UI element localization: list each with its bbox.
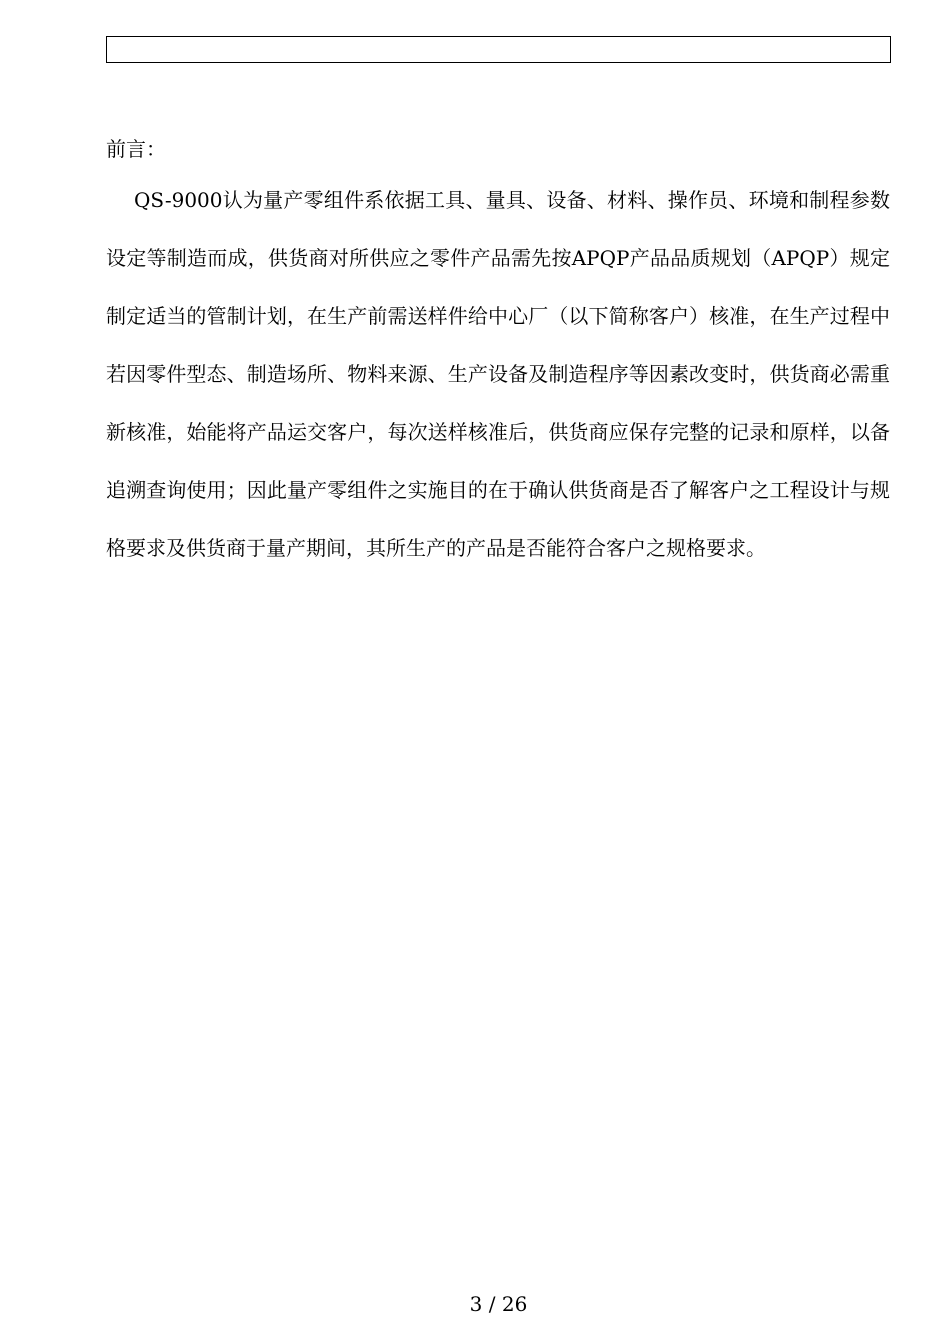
section-heading: 前言： [106, 137, 166, 161]
page-number: 3 / 26 [469, 1292, 528, 1316]
body-paragraph: QS-9000认为量产零组件系依据工具、量具、设备、材料、操作员、环境和制程参数设定等制造而成，供货商对所供应之零件产品需先按APQP产品品质规划（APQP）规定制定适当的管制计划，在生产前需送样件给中心厂（以下简称客户）核准，在生产过程中若因零件型态、制造场所、物料来源、生产设备及制造程序等因素改变时，供货商必需重新核准，始能将产品运交客户，每次送样核准后，供货商应保存完整的记录和原样，以备追溯查询使用；因此量产零组件之实施目的在于确认供货商是否了解客户之工程设计与规格要求及供货商于量产期间，其所生产的产品是否能符合客户之规格要求。 [106, 188, 890, 560]
header-box [106, 36, 891, 63]
